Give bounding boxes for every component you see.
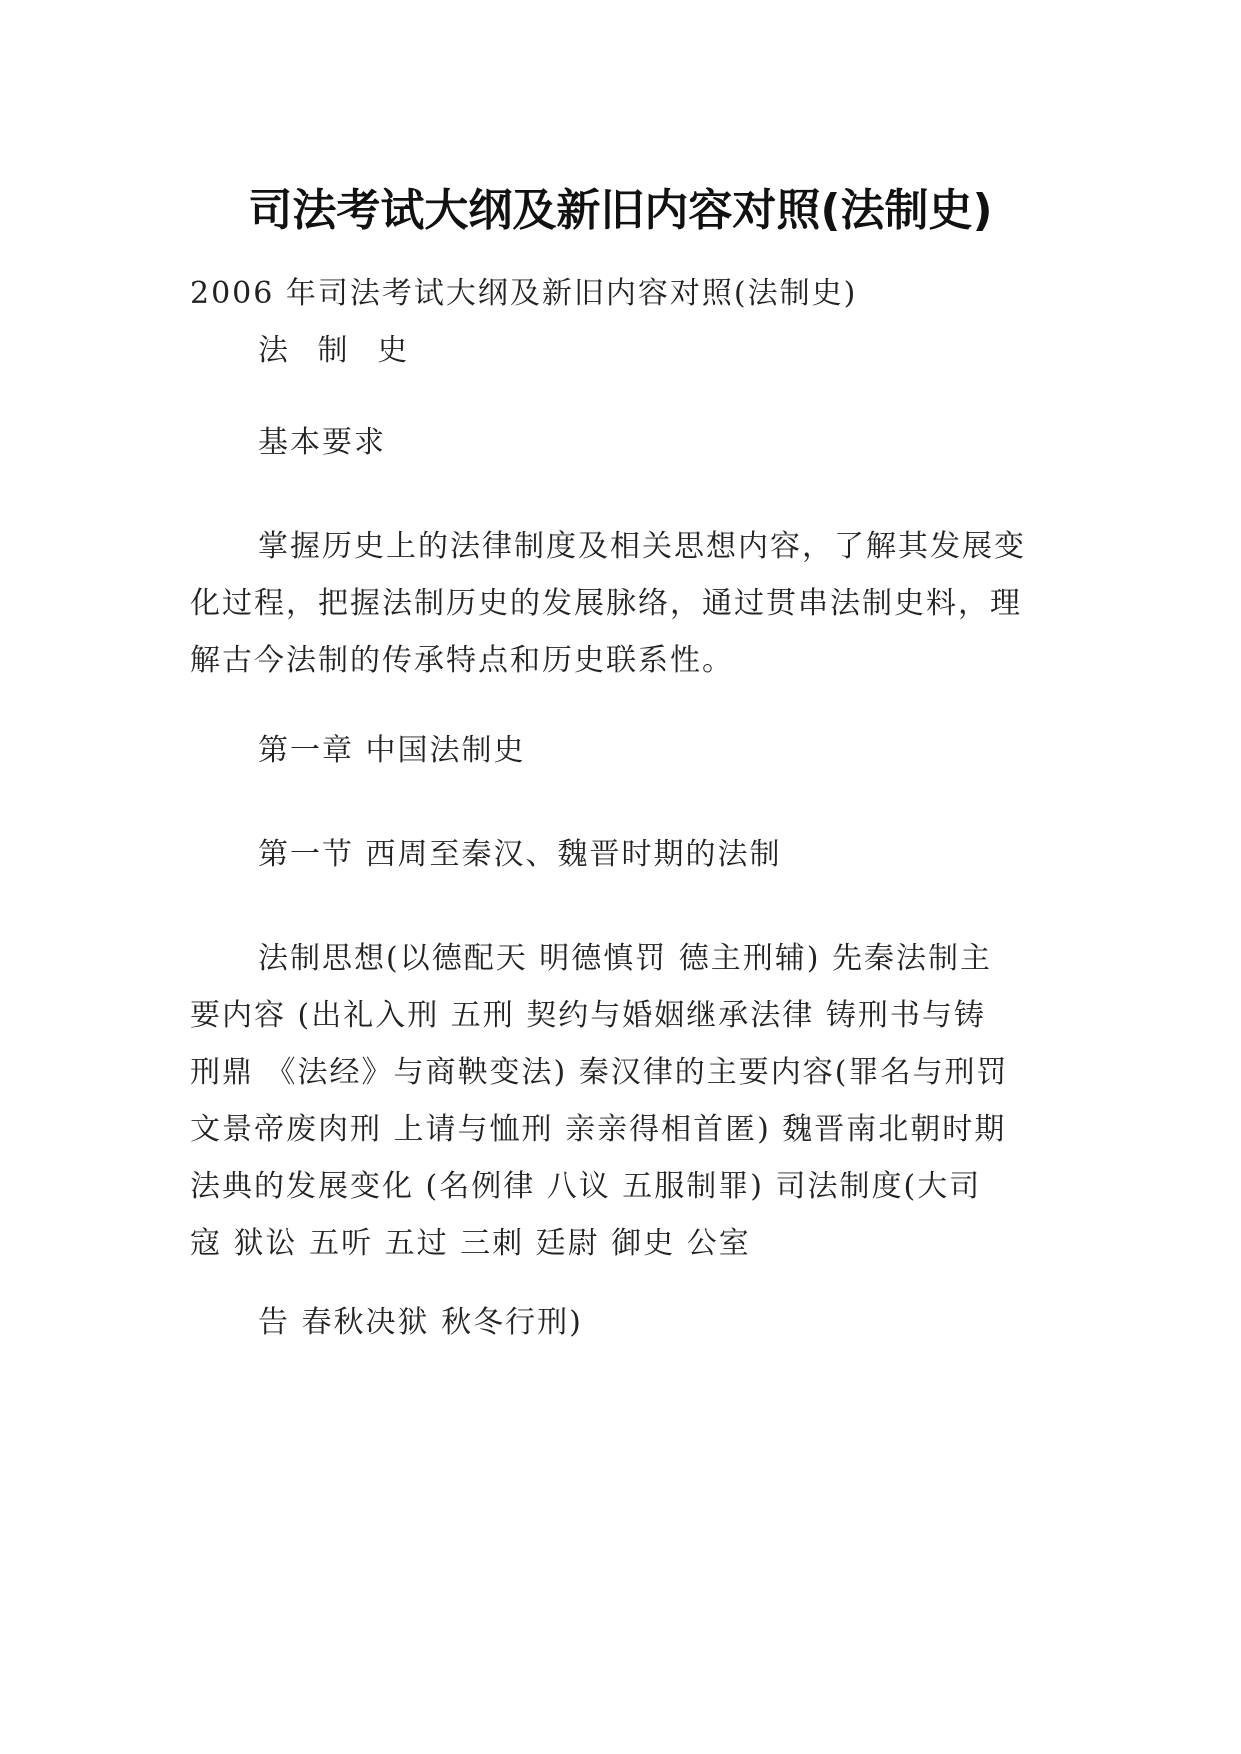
basic-requirements-block [190,414,1050,471]
basic-requirements-line: 解古今法制的传承特点和历史联系性。 [190,643,734,678]
basic-requirements-heading: 基本要求 [258,425,386,460]
section-block [190,826,1050,883]
chapter-heading: 第一章 中国法制史 [258,733,526,768]
content-line: 文景帝废肉刑 上请与恤刑 亲亲得相首匿) 魏晋南北朝时期 [190,1112,1007,1147]
section-heading: 第一节 西周至秦汉、魏晋时期的法制 [258,837,782,872]
content-line: 寇 狱讼 五听 五过 三刺 廷尉 御史 公室 [190,1226,751,1261]
content-tail: 告 春秋决狱 秋冬行刑) [258,1305,583,1340]
basic-requirements-paragraph [190,518,1050,689]
document-title: 司法考试大纲及新旧内容对照(法制史) [248,185,993,237]
basic-requirements-line: 掌握历史上的法律制度及相关思想内容，了解其发展变 [258,529,1026,564]
subtitle-line: 2006 年司法考试大纲及新旧内容对照(法制史) [190,276,858,311]
content-line: 刑鼎 《法经》与商鞅变法) 秦汉律的主要内容(罪名与刑罚 [190,1055,1009,1090]
chapter-block [190,722,1050,779]
content-tail-block [190,1294,1050,1351]
document-body [190,265,1050,379]
content-line: 法制思想(以德配天 明德慎罚 德主刑辅) 先秦法制主 [258,941,993,976]
content-line: 要内容 (出礼入刑 五刑 契约与婚姻继承法律 铸刑书与铸 [190,998,986,1033]
basic-requirements-line: 化过程，把握法制历史的发展脉络，通过贯串法制史料，理 [190,586,1022,621]
content-line: 法典的发展变化 (名例律 八议 五服制罪) 司法制度(大司 [190,1169,982,1204]
content-paragraph [190,930,1050,1272]
section-label: 法 制 史 [258,333,418,368]
